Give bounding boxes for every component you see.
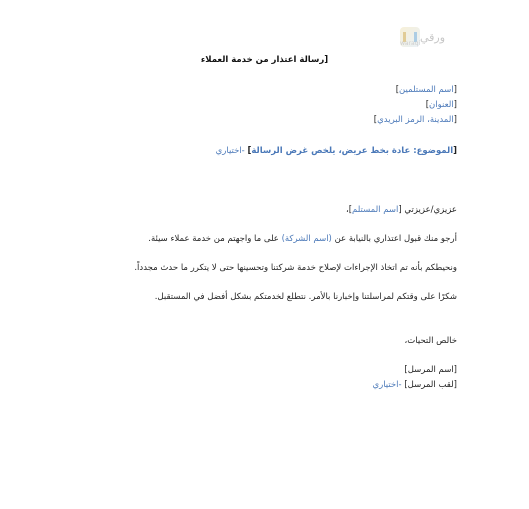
recipient-address-text: العنوان [429, 100, 454, 110]
greeting-name: اسم المستلم [352, 205, 399, 215]
sender-title-line [372, 379, 457, 391]
recipient-name: [اسم المستلمين] [395, 85, 457, 95]
recipient-address: [العنوان] [425, 100, 457, 110]
paragraph-1-before: أرجو منك قبول اعتذاري بالنيابة عن [334, 234, 457, 244]
logo-text: ورقي [420, 30, 446, 44]
brand-logo [398, 22, 458, 52]
logo-subtext: waraqi [400, 40, 421, 47]
subject-text: الموضوع: عادة بخط عريض، يلخص غرض الرسالة [251, 146, 454, 156]
subject-optional: -اختياري [215, 146, 245, 156]
recipient-city-text: المدينة، الرمز البريدي [377, 115, 454, 125]
paragraph-1-after: على ما واجهتم من خدمة عملاء سيئة. [148, 234, 279, 244]
sender-name: [اسم المرسل] [404, 365, 457, 375]
paragraph-2: ونحيطكم بأنه تم اتخاذ الإجراءات لإصلاح خدمة شركتنا وتحسينها حتى لا يتكرر ما حدث مجدداً. [134, 263, 457, 273]
recipient-city: [المدينة، الرمز البريدي] [373, 115, 457, 125]
greeting-line: عزيزي/عزيزتي [اسم المستلم]، [345, 205, 457, 215]
paragraph-1 [148, 233, 457, 245]
sender-optional: -اختياري [372, 380, 402, 390]
sender-title: [لقب المرسل] [404, 380, 457, 390]
closing-line: خالص التحيات، [404, 336, 457, 346]
recipient-name-text: اسم المستلمين [399, 85, 454, 95]
subject-line: [الموضوع: عادة بخط عريض، يلخص غرض الرسالة] -اختياري [215, 146, 457, 156]
company-name: (اسم الشركة) [281, 234, 332, 244]
greeting-suffix: ، [345, 205, 349, 215]
letter-title: [رسالة اعتذار من خدمة العملاء [200, 55, 329, 65]
greeting-prefix: عزيزي/عزيزتي [404, 205, 457, 215]
paragraph-3: شكرًا على وقتكم لمراسلتنا وإخبارنا بالأمر. نتطلع لخدمتكم بشكل أفضل في المستقبل. [154, 292, 457, 302]
